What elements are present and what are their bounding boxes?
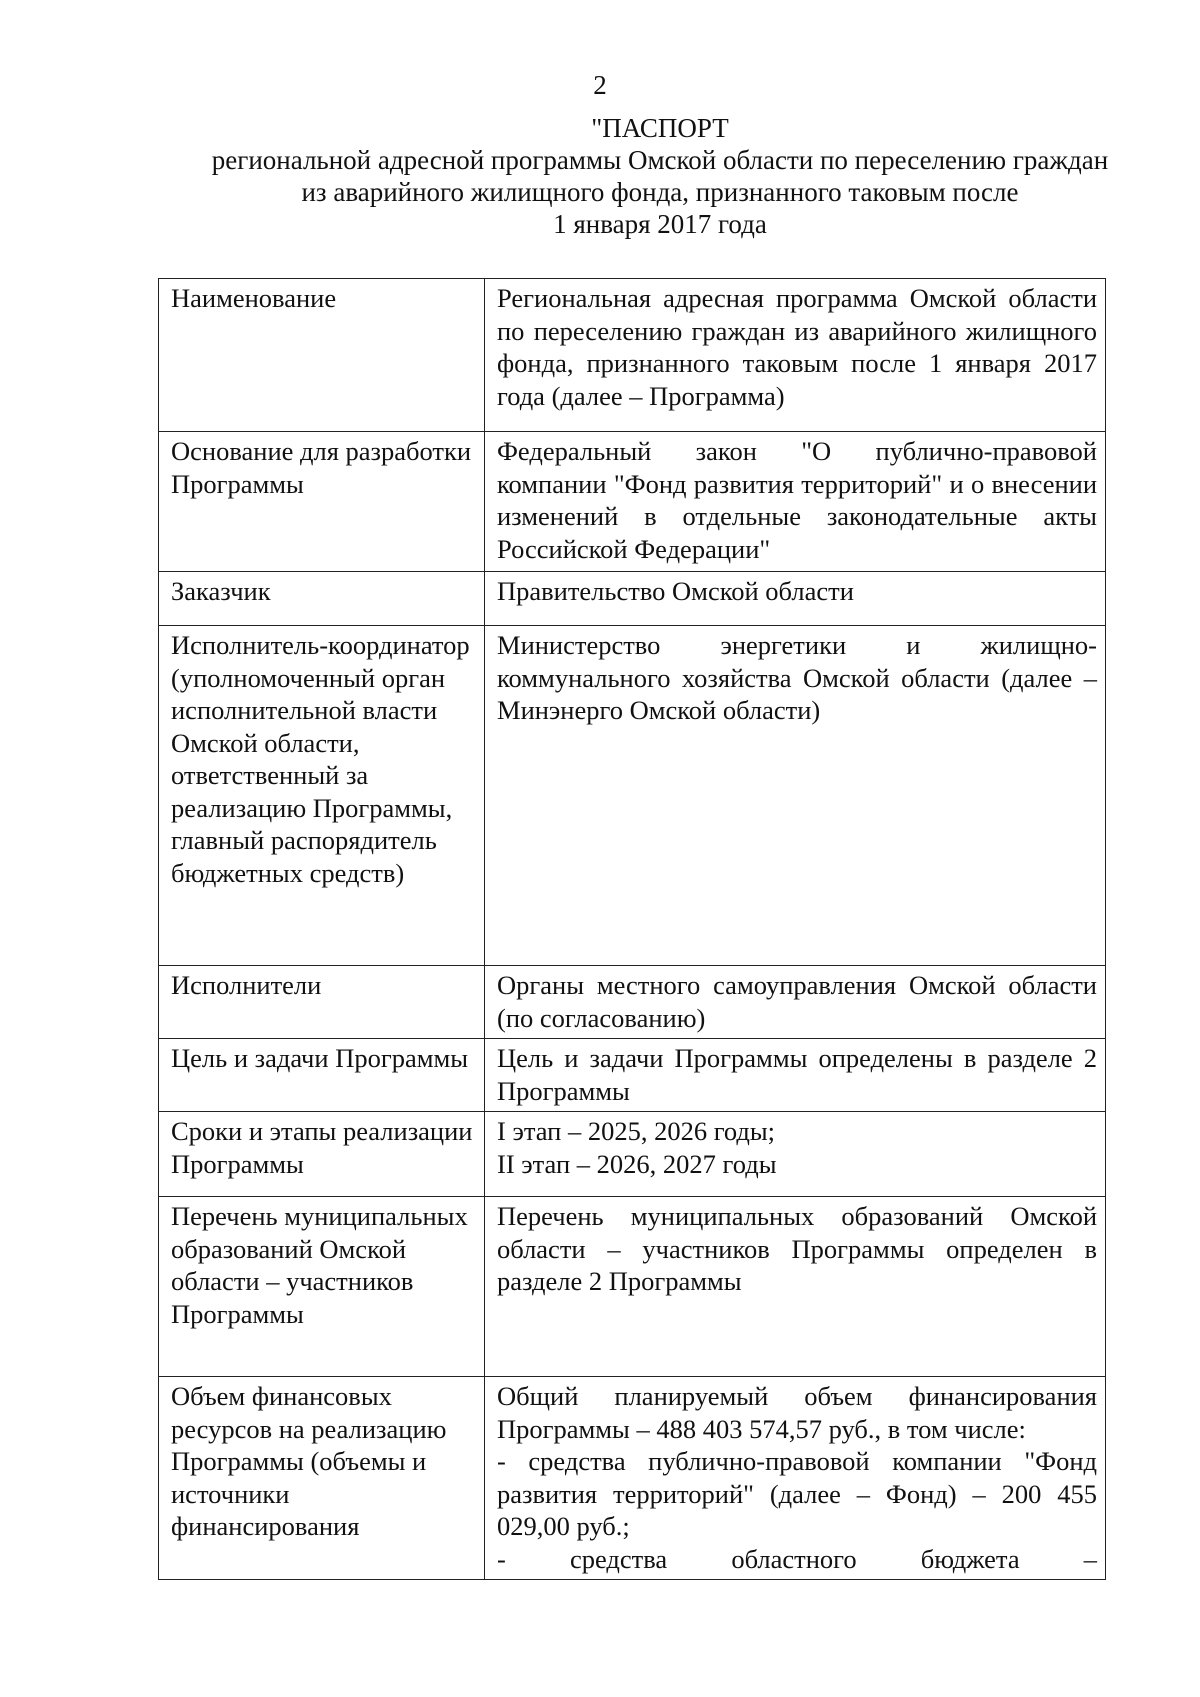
table-row	[159, 1377, 1106, 1580]
table-row	[159, 626, 1106, 966]
header-line-3: 1 января 2017 года	[553, 209, 767, 239]
row-value-basis: Федеральный закон "О публично-правовой компании "Фонд развития территорий" и о внесении изменений в отдельные законодательные акты Российской Федерации"	[485, 432, 1106, 572]
header-title: "ПАСПОРТ	[591, 113, 729, 143]
row-label-coordinator: Исполнитель-координатор (уполномоченный орган исполнительной власти Омской области, ответственный за реализацию Программы, главный распорядитель бюджетных средств)	[159, 626, 485, 966]
table-row	[159, 279, 1106, 432]
row-label-timeline: Сроки и этапы реализации Программы	[159, 1112, 485, 1197]
row-value-municipalities: Перечень муниципальных образований Омской области – участников Программы определен в разделе 2 Программы	[485, 1197, 1106, 1377]
row-value-executors: Органы местного самоуправления Омской области (по согласованию)	[485, 966, 1106, 1039]
row-value-financing	[485, 1377, 1106, 1580]
table-row	[159, 966, 1106, 1039]
timeline-stage-2: II этап – 2026, 2027 годы	[497, 1148, 777, 1179]
row-label-executors: Исполнители	[159, 966, 485, 1039]
row-label-municipalities: Перечень муниципальных образований Омской области – участников Программы	[159, 1197, 485, 1377]
table-row	[159, 1112, 1106, 1197]
financing-regional-budget: - средства областного бюджета –	[497, 1543, 1097, 1574]
header-line-2: из аварийного жилищного фонда, признанного таковым после	[301, 177, 1019, 207]
row-value-name: Региональная адресная программа Омской области по переселению граждан из аварийного жилищного фонда, признанного таковым после 1 января 2017 года (далее – Программа)	[485, 279, 1106, 432]
financing-total: Общий планируемый объем финансирования Программы – 488 403 574,57 руб., в том числе:	[497, 1381, 1097, 1444]
page-number: 2	[593, 70, 607, 100]
row-label-goals: Цель и задачи Программы	[159, 1039, 485, 1112]
row-value-coordinator: Министерство энергетики и жилищно-коммунального хозяйства Омской области (далее – Минэнерго Омской области)	[485, 626, 1106, 966]
row-value-timeline	[485, 1112, 1106, 1197]
timeline-stage-1: I этап – 2025, 2026 годы;	[497, 1116, 776, 1146]
table-row	[159, 1197, 1106, 1377]
row-label-financing: Объем финансовых ресурсов на реализацию Программы (объемы и источники финансирования	[159, 1377, 485, 1580]
table-row	[159, 1039, 1106, 1112]
table-row	[159, 432, 1106, 572]
financing-fund: - средства публично-правовой компании "Фонд развития территорий" (далее – Фонд) – 200 455 029,00 руб.;	[497, 1446, 1097, 1541]
header-line-1: региональной адресной программы Омской области по переселению граждан	[211, 145, 1109, 175]
row-label-name: Наименование	[159, 279, 485, 432]
row-label-customer: Заказчик	[159, 572, 485, 626]
row-value-goals: Цель и задачи Программы определены в разделе 2 Программы	[485, 1039, 1106, 1112]
passport-table	[158, 278, 1106, 1580]
table-row	[159, 572, 1106, 626]
row-value-customer: Правительство Омской области	[485, 572, 1106, 626]
row-label-basis: Основание для разработки Программы	[159, 432, 485, 572]
document-header	[120, 112, 1200, 240]
